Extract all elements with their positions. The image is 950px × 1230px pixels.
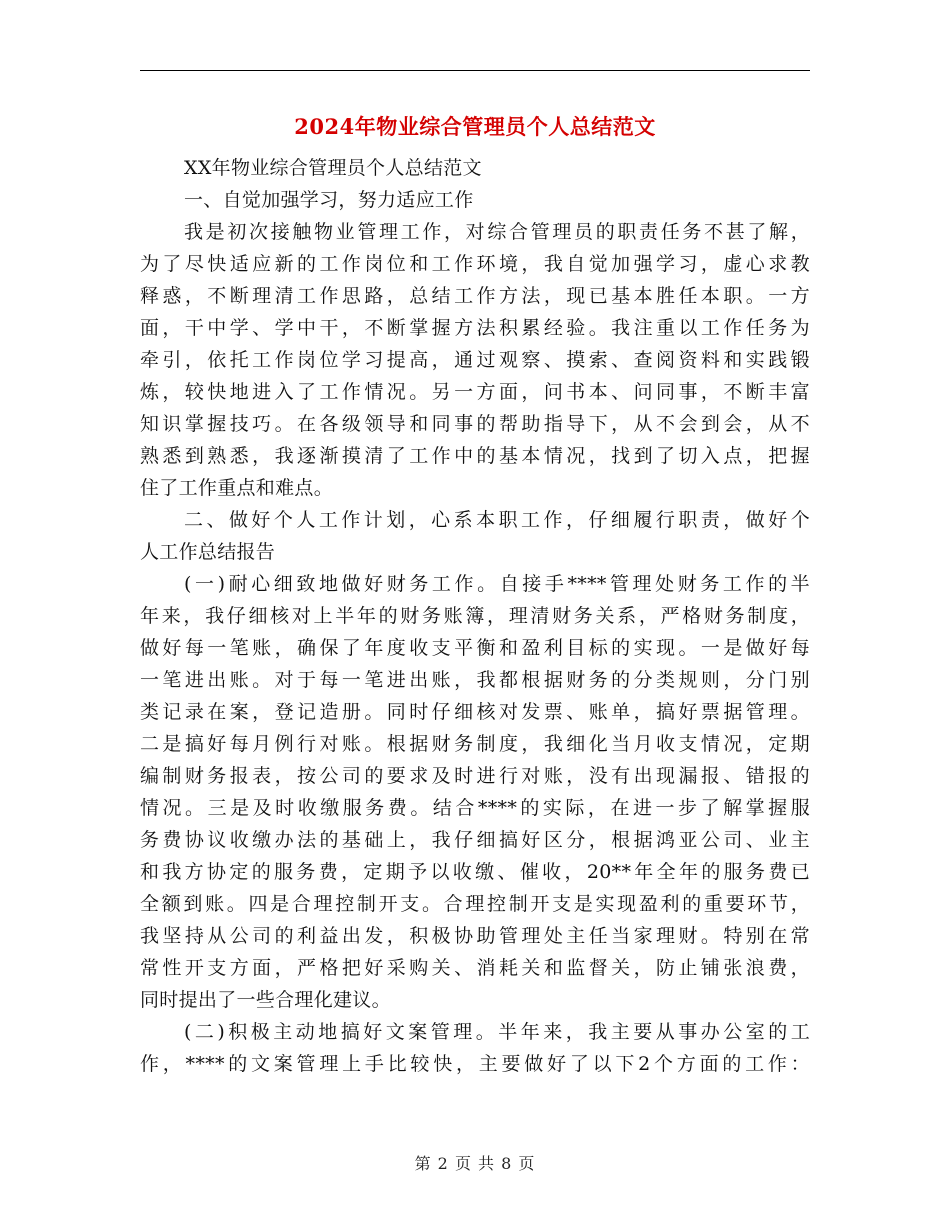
text-line: 一笔进出账。对于每一笔进出账，我都根据财务的分类规则，分门别 <box>140 669 810 691</box>
text-line: XX年物业综合管理员个人总结范文 <box>184 157 482 179</box>
text-line: 同时提出了一些合理化建议。 <box>140 989 391 1011</box>
text-line: 和我方协定的服务费，定期予以收缴、催收，20**年全年的服务费已 <box>140 861 810 883</box>
text-line: 知识掌握技巧。在各级领导和同事的帮助指导下，从不会到会，从不 <box>140 413 810 435</box>
text-line: 编制财务报表，按公司的要求及时进行对账，没有出现漏报、错报的 <box>140 765 810 787</box>
header-rule <box>140 70 810 71</box>
text-line: 牵引，依托工作岗位学习提高，通过观察、摸索、查阅资料和实践锻 <box>140 349 810 371</box>
text-line: 年来，我仔细核对上半年的财务账簿，理清财务关系，严格财务制度， <box>140 605 810 627</box>
text-line: (一)耐心细致地做好财务工作。自接手****管理处财务工作的半 <box>184 573 810 595</box>
text-line: 我是初次接触物业管理工作，对综合管理员的职责任务不甚了解， <box>184 221 810 243</box>
text-line: 作，****的文案管理上手比较快，主要做好了以下2个方面的工作： <box>140 1053 810 1075</box>
text-line: 面，干中学、学中干，不断掌握方法积累经验。我注重以工作任务为 <box>140 317 810 339</box>
text-line: 二是搞好每月例行对账。根据财务制度，我细化当月收支情况，定期 <box>140 733 810 755</box>
text-line: 释惑，不断理清工作思路，总结工作方法，现已基本胜任本职。一方 <box>140 285 810 307</box>
page-number: 第 2 页 共 8 页 <box>414 1154 536 1173</box>
text-line: 炼，较快地进入了工作情况。另一方面，问书本、问同事，不断丰富 <box>140 381 810 403</box>
text-line: 熟悉到熟悉，我逐渐摸清了工作中的基本情况，找到了切入点，把握 <box>140 445 810 467</box>
text-line: 一、自觉加强学习，努力适应工作 <box>184 189 474 211</box>
text-line: (二)积极主动地搞好文案管理。半年来，我主要从事办公室的工 <box>184 1021 810 1043</box>
text-line: 务费协议收缴办法的基础上，我仔细搞好区分，根据鸿亚公司、业主 <box>140 829 810 851</box>
text-line: 二、做好个人工作计划，心系本职工作，仔细履行职责，做好个 <box>184 509 810 531</box>
text-line: 情况。三是及时收缴服务费。结合****的实际，在进一步了解掌握服 <box>140 797 810 819</box>
text-line: 类记录在案，登记造册。同时仔细核对发票、账单，搞好票据管理。 <box>140 701 810 723</box>
text-line: 做好每一笔账，确保了年度收支平衡和盈利目标的实现。一是做好每 <box>140 637 810 659</box>
text-line: 人工作总结报告 <box>140 541 276 563</box>
text-line: 住了工作重点和难点。 <box>140 477 334 499</box>
document-title: 2024年物业综合管理员个人总结范文 <box>294 114 656 139</box>
text-line: 我坚持从公司的利益出发，积极协助管理处主任当家理财。特别在常 <box>140 925 810 947</box>
text-line: 全额到账。四是合理控制开支。合理控制开支是实现盈利的重要环节， <box>140 893 810 915</box>
text-line: 常性开支方面，严格把好采购关、消耗关和监督关，防止铺张浪费， <box>140 957 810 979</box>
document-body <box>140 152 810 1080</box>
text-line: 为了尽快适应新的工作岗位和工作环境，我自觉加强学习，虚心求教 <box>140 253 810 275</box>
